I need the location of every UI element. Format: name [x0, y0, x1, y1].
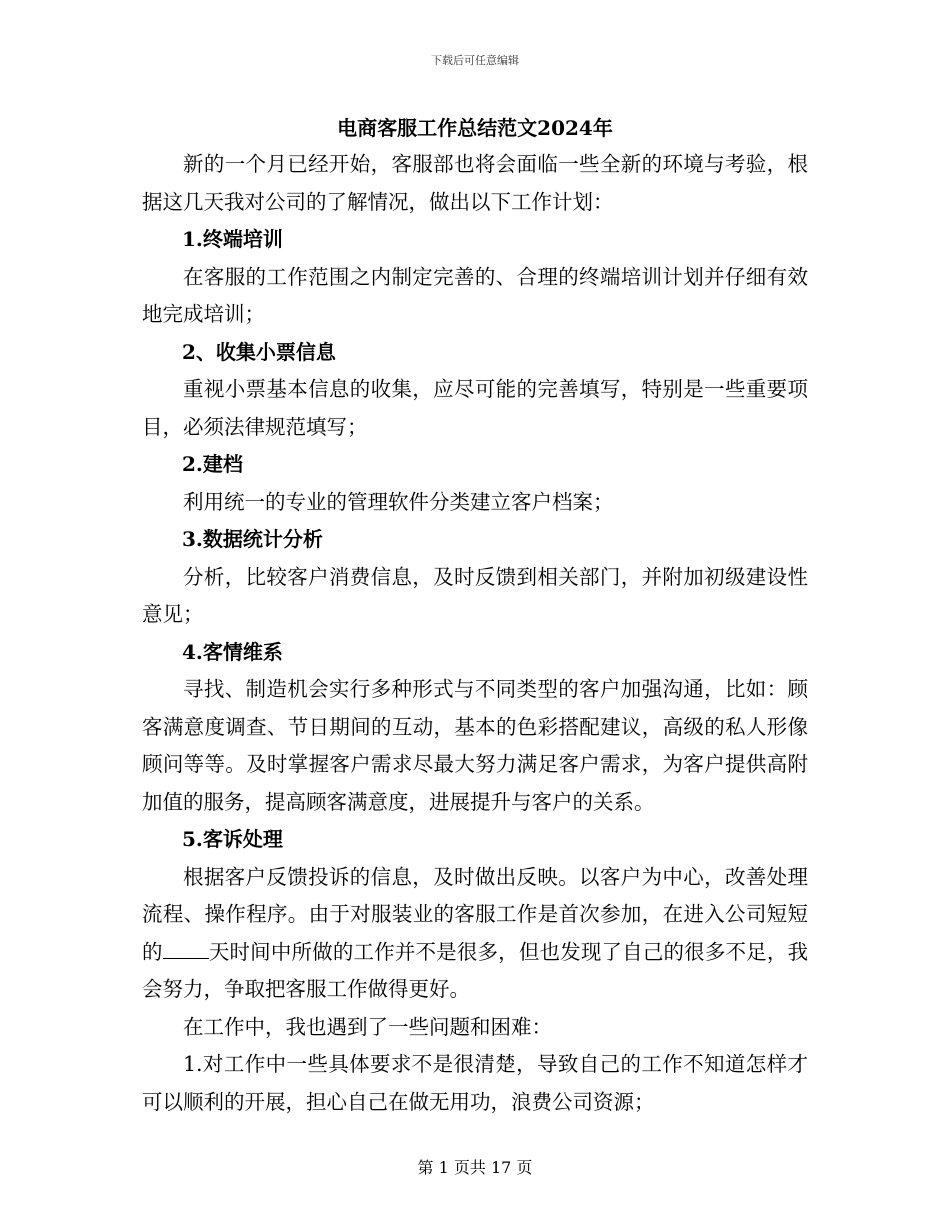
section-body-complaints: [142, 859, 808, 1009]
section-body-filing: 利用统一的专业的管理软件分类建立客户档案；: [183, 489, 614, 514]
header-note: 下载后可任意编辑: [431, 54, 519, 67]
section-heading-customer-relations: 4.客情维系: [182, 639, 283, 664]
section-body-customer-relations: 寻找、制造机会实行多种形式与不同类型的客户加强沟通，比如：顾客满意度调查、节日期间的互动，基本的色彩搭配建议，高级的私人形像顾问等等。及时掌握客户需求尽最大努力满足客户需求，为客户提供高附加值的服务，提高顾客满意度，进展提升与客户的关系。: [142, 677, 808, 814]
section-body-receipt-info: 重视小票基本信息的收集，应尽可能的完善填写，特别是一些重要项目，必须法律规范填写；: [142, 377, 808, 439]
section-heading-receipt-info: 2、收集小票信息: [182, 339, 336, 364]
complaints-text-before-blank: 根据客户反馈投诉的信息，及时做出反映。以客户为中心，改善处理流程、操作程序。由于对服装业的客服工作是首次参加，在进入公司短短的: [142, 864, 808, 964]
problem-item-1: 1.对工作中一些具体要求不是很清楚，导致自己的工作不知道怎样才可以顺利的开展，担心自己在做无用功，浪费公司资源；: [142, 1052, 808, 1114]
section-heading-complaints: 5.客诉处理: [182, 827, 283, 851]
section-heading-terminal-training: 1.终端培训: [182, 227, 283, 251]
intro-paragraph: 新的一个月已经开始，客服部也将会面临一些全新的环境与考验，根据这几天我对公司的了解情况，做出以下工作计划：: [142, 152, 808, 214]
section-heading-data-analysis: 3.数据统计分析: [182, 527, 323, 551]
complaints-text-after-blank: 天时间中所做的工作并不是很多，但也发现了自己的很多不足，我会努力，争取把客服工作做得更好。: [142, 939, 809, 1001]
section-heading-filing: 2.建档: [182, 452, 243, 476]
problems-intro: 在工作中，我也遇到了一些问题和困难：: [183, 1014, 552, 1039]
section-body-terminal-training: 在客服的工作范围之内制定完善的、合理的终端培训计划并仔细有效地完成培训；: [142, 264, 808, 326]
page-footer: 第 1 页共 17 页: [417, 1158, 533, 1177]
section-body-data-analysis: 分析，比较客户消费信息，及时反馈到相关部门，并附加初级建设性意见；: [142, 564, 808, 626]
fill-in-blank: [163, 940, 209, 959]
document-body: [142, 110, 808, 1121]
document-title: 电商客服工作总结范文2024年: [337, 116, 613, 140]
